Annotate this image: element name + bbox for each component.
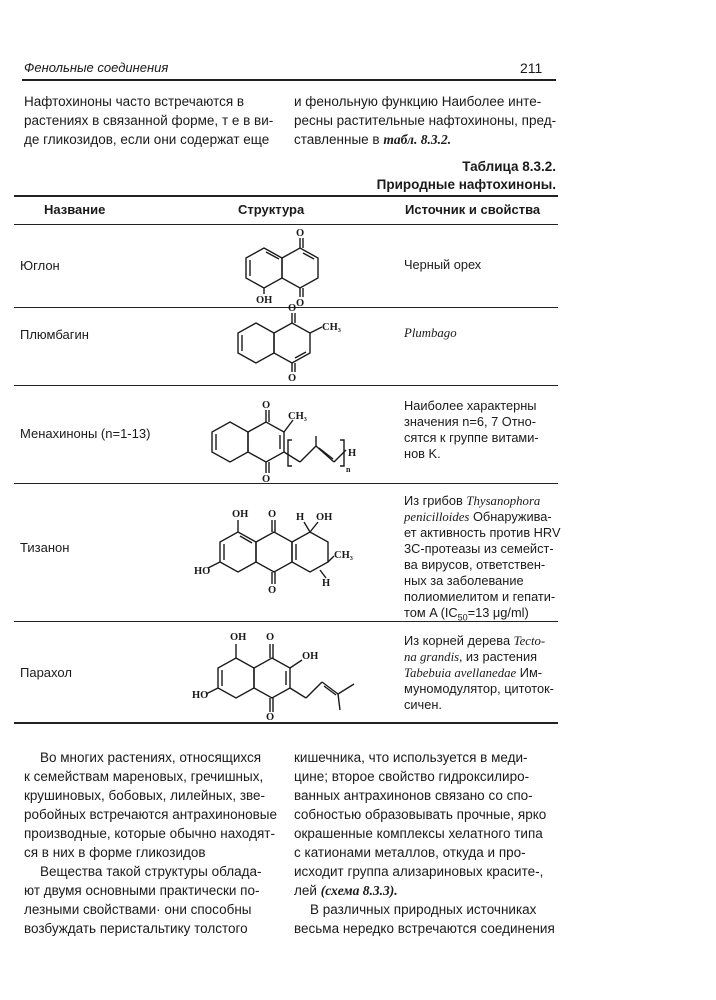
intro-right-line: и фенольную функцию Наиболее инте-	[294, 94, 542, 109]
thysanone-ch3-label: CH₃	[334, 550, 353, 561]
thysanone-h-label: H	[296, 512, 305, 523]
menaquinone-o-label: O	[262, 400, 271, 411]
thysanone-oh-label: OH	[316, 512, 333, 523]
thysanone-oh-label: OH	[232, 509, 249, 520]
parahol-ho-label: HO	[192, 690, 209, 701]
row-name-parahol: Парахол	[20, 665, 72, 680]
menaquinone-ch3-label: CH₃	[288, 411, 307, 422]
thysanone-ho-label: HO	[194, 566, 211, 577]
parahol-o-label: O	[266, 632, 275, 643]
body-right-column: кишечника, что используется в меди- цине; второе свойство гидроксилиро- ванных антрахинонов связано со спо- собностью образовывать прочные, ярко окрашенные комплексы хелатного типа с катионами металлов, откуда и про- исходит группа ализариновых красите-, лей (схема 8.3.3). В различных природных источниках весьма нередко встречаются соединения	[294, 750, 555, 936]
intro-left-line: растениях в связанной форме, т е в ви-	[24, 113, 274, 128]
column-header-source: Источник и свойства	[405, 202, 541, 217]
juglone-o-label: O	[296, 298, 305, 309]
thysanone-o-label: O	[268, 585, 277, 596]
intro-left-line: Нафтохиноны часто встречаются в	[24, 94, 245, 109]
menaquinone-structure	[212, 410, 346, 473]
juglone-o-label: O	[296, 228, 305, 239]
table-title: Природные нафтохиноны.	[376, 177, 556, 192]
thysanone-structure	[208, 520, 334, 584]
page-number: 211	[520, 60, 543, 76]
body-left-column: Во многих растениях, относящихся к семействам мареновых, гречишных, крушиновых, бобовых, лилейных, зве- робойных встречаются антрахиноновые производные, которые обычно находят- ся в них в форме гликозидов Вещества такой структуры обладa- ют двумя основными практически по- лезными свойствами· они способны возбуждать перистальтику толстого	[24, 750, 277, 936]
plumbagin-o-label: O	[288, 303, 297, 314]
parahol-o-label: O	[266, 712, 275, 723]
plumbagin-structure	[238, 313, 322, 372]
row-name-juglone: Юглон	[20, 258, 60, 273]
thysanone-o-label: O	[268, 509, 277, 520]
menaquinone-h-label: H	[348, 448, 357, 459]
row-name-thysanone: Тизанон	[20, 540, 70, 555]
column-header-structure: Структура	[238, 202, 305, 217]
intro-right-line: ресны растительные нафтохиноны, пред-	[294, 113, 557, 128]
thysanone-h-label: H	[322, 578, 331, 589]
juglone-structure	[246, 238, 318, 297]
juglone-oh-label: OH	[256, 295, 273, 306]
table-reference: табл. 8.3.2.	[383, 132, 452, 147]
row-source-thysanone: Из грибов Thysanophora penicilloides Обнаружива- ет активность против HRV 3C-протеазы из семейст- ва вирусов, ответствен- ных за заболевание полиомиелитом и гепати- том A ($IC_{50}=13$ μg/ml)	[404, 493, 561, 623]
menaquinone-o-label: O	[262, 474, 271, 485]
row-source-menaquinones: Наиболее характерны значения n=6, 7 Отно- сятся к группе витами- нов K.	[404, 398, 539, 461]
parahol-oh-label: OH	[302, 651, 319, 662]
menaquinone-n-label: n	[346, 465, 351, 474]
parahol-structure	[206, 644, 354, 712]
plumbagin-o-label: O	[288, 373, 297, 384]
row-name-plumbagin: Плюмбагин	[20, 327, 89, 342]
intro-left-line: де гликозидов, если они содержат еще	[24, 132, 270, 147]
row-name-menaquinones: Менахиноны (n=1-13)	[20, 426, 151, 441]
column-header-name: Название	[44, 202, 106, 217]
plumbagin-ch3-label: CH₃	[322, 322, 341, 333]
running-header-section: Фенольные соединения	[24, 60, 169, 75]
row-source-juglone: Черный орех	[404, 257, 482, 272]
table-number: Таблица 8.3.2.	[462, 159, 556, 174]
row-source-plumbagin: Plumbago	[404, 326, 457, 340]
parahol-oh-label: OH	[230, 632, 247, 643]
scheme-reference: (схема 8.3.3).	[320, 883, 398, 898]
row-source-parahol: Из корней дерева Tecto- na grandis, из растения Tabebuia avellanedae Им- муномодулятор, цитоток- сичен.	[404, 633, 554, 712]
intro-right-line: ставленные в табл. 8.3.2.	[294, 132, 452, 147]
